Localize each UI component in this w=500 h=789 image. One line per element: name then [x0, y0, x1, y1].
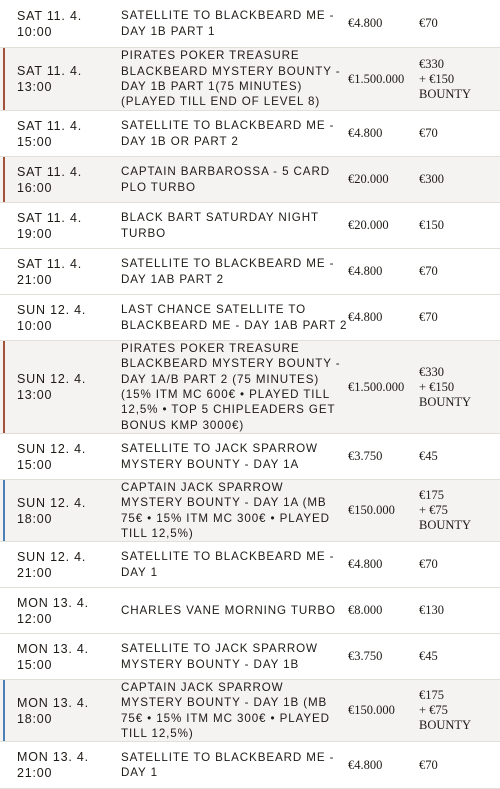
row-event-name: SATELLITE TO JACK SPARROW MYSTERY BOUNTY - DAY 1A — [121, 442, 318, 471]
schedule-row[interactable] — [0, 588, 500, 634]
row-event-name: SATELLITE TO BLACKBEARD ME - DAY 1AB PART 2 — [121, 257, 335, 286]
row-event-name: PIRATES POKER TREASURE BLACKBEARD MYSTERY BOUNTY - DAY 1A/B PART 2 (75 MINUTES) (15% ITM MC 600€ • PLAYED TILL 12,5% • TOP 5 CHIPLEADERS GET BONUS KMP 3000€) — [121, 342, 341, 432]
row-buyin: €130 — [419, 603, 444, 617]
row-buyin: €300 — [419, 172, 444, 186]
row-guarantee: €4.800 — [348, 16, 383, 30]
row-event-name: SATELLITE TO BLACKBEARD ME - DAY 1B OR PART 2 — [121, 119, 335, 148]
row-event-name: CAPTAIN BARBAROSSA - 5 CARD PLO TURBO — [121, 165, 330, 194]
row-date: SAT 11. 4. 19:00 — [17, 210, 82, 241]
row-guarantee: €1.500.000 — [348, 71, 405, 86]
row-date: SUN 12. 4. 21:00 — [17, 549, 87, 580]
row-date: SUN 12. 4. 15:00 — [17, 441, 87, 472]
schedule-row[interactable] — [0, 634, 500, 680]
row-buyin: €45 — [419, 449, 438, 463]
row-guarantee: €8.000 — [348, 603, 383, 617]
row-event-name: CHARLES VANE MORNING TURBO — [121, 603, 336, 617]
row-buyin: €70 — [419, 126, 438, 140]
row-guarantee: €4.800 — [348, 757, 383, 772]
row-date: MON 13. 4. 21:00 — [17, 750, 89, 780]
row-buyin: €45 — [419, 649, 438, 663]
row-date: SAT 11. 4. 21:00 — [17, 256, 82, 287]
row-buyin: €150 — [419, 218, 444, 232]
row-date: SAT 11. 4. 16:00 — [17, 164, 82, 195]
schedule-row[interactable] — [0, 157, 500, 203]
row-date: SAT 11. 4. 13:00 — [17, 64, 82, 94]
schedule-row[interactable] — [0, 295, 500, 341]
row-event-name: SATELLITE TO BLACKBEARD ME - DAY 1 — [121, 550, 335, 579]
schedule-row[interactable] — [0, 249, 500, 295]
schedule-row[interactable] — [0, 48, 500, 111]
row-event-name: SATELLITE TO JACK SPARROW MYSTERY BOUNTY - DAY 1B — [121, 642, 318, 671]
row-date: MON 13. 4. 12:00 — [17, 595, 89, 626]
row-guarantee: €3.750 — [348, 449, 383, 463]
row-date: SUN 12. 4. 10:00 — [17, 302, 87, 333]
row-event-name: CAPTAIN JACK SPARROW MYSTERY BOUNTY - DAY 1B (MB 75€ • 15% ITM MC 300€ • PLAYED TILL 12,5%) — [121, 680, 330, 740]
row-guarantee: €4.800 — [348, 264, 383, 278]
row-buyin: €70 — [419, 310, 438, 324]
row-buyin: €70 — [419, 557, 438, 571]
row-date: MON 13. 4. 18:00 — [17, 695, 89, 726]
row-guarantee: €4.800 — [348, 557, 383, 571]
row-guarantee: €150.000 — [348, 703, 395, 717]
row-buyin: €330 + €150 BOUNTY — [419, 364, 472, 409]
row-buyin: €330 + €150 BOUNTY — [419, 56, 472, 101]
row-date: SUN 12. 4. 18:00 — [17, 495, 87, 526]
schedule-row[interactable] — [0, 480, 500, 542]
row-guarantee: €3.750 — [348, 649, 383, 663]
schedule-row[interactable] — [0, 680, 500, 742]
row-event-name: LAST CHANCE SATELLITE TO BLACKBEARD ME - DAY 1AB PART 2 — [121, 303, 348, 332]
row-guarantee: €20.000 — [348, 172, 389, 186]
schedule-row[interactable] — [0, 0, 500, 48]
row-buyin: €175 + €75 BOUNTY — [419, 688, 472, 732]
row-event-name: PIRATES POKER TREASURE BLACKBEARD MYSTERY BOUNTY - DAY 1B PART 1(75 MINUTES) (PLAYED TILL END OF LEVEL 8) — [121, 49, 341, 109]
row-guarantee: €4.800 — [348, 126, 383, 140]
row-event-name: BLACK BART SATURDAY NIGHT TURBO — [121, 211, 319, 240]
schedule-row[interactable] — [0, 341, 500, 434]
row-guarantee: €4.800 — [348, 310, 383, 324]
row-buyin: €70 — [419, 16, 438, 30]
row-date: MON 13. 4. 15:00 — [17, 641, 89, 672]
row-buyin: €70 — [419, 757, 438, 772]
schedule-row[interactable] — [0, 434, 500, 480]
schedule-row[interactable] — [0, 542, 500, 588]
schedule-row[interactable] — [0, 742, 500, 789]
row-date: SUN 12. 4. 13:00 — [17, 372, 87, 402]
row-date: SAT 11. 4. 15:00 — [17, 118, 82, 149]
row-buyin: €70 — [419, 264, 438, 278]
row-date: SAT 11. 4. 10:00 — [17, 8, 82, 39]
row-buyin: €175 + €75 BOUNTY — [419, 488, 472, 532]
row-guarantee: €1.500.000 — [348, 379, 405, 394]
schedule-row[interactable] — [0, 203, 500, 249]
row-guarantee: €20.000 — [348, 218, 389, 232]
row-guarantee: €150.000 — [348, 503, 395, 517]
row-event-name: SATELLITE TO BLACKBEARD ME - DAY 1B PART 1 — [121, 9, 335, 38]
schedule-row[interactable] — [0, 111, 500, 157]
row-event-name: SATELLITE TO BLACKBEARD ME - DAY 1 — [121, 750, 335, 779]
row-event-name: CAPTAIN JACK SPARROW MYSTERY BOUNTY - DAY 1A (MB 75€ • 15% ITM MC 300€ • PLAYED TILL 12,5%) — [121, 480, 330, 540]
